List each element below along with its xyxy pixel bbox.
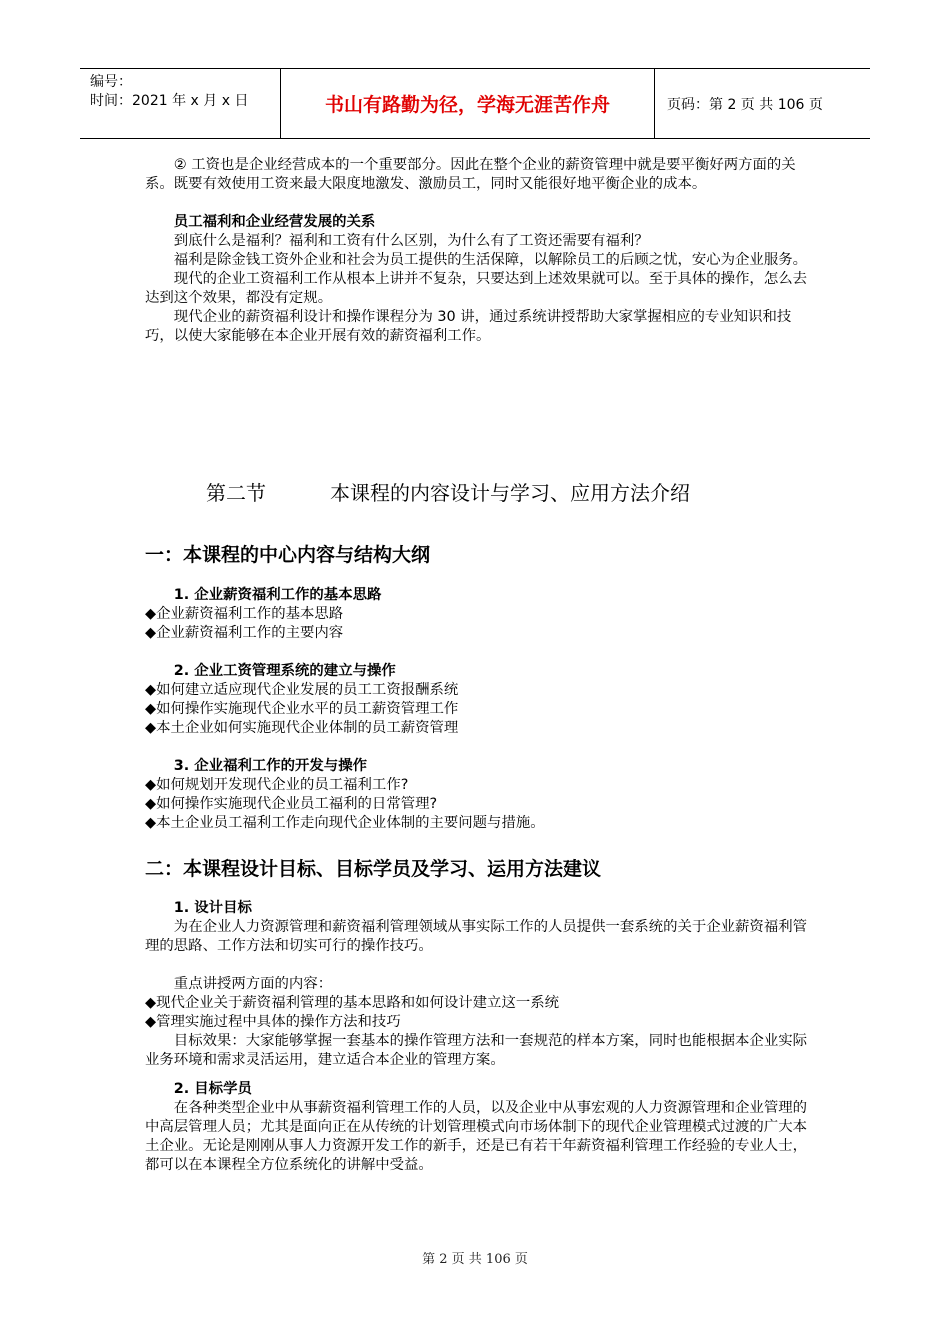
list-item: ◆现代企业关于薪资福利管理的基本思路和如何设计建立这一系统 xyxy=(145,995,560,1011)
list-item: ◆企业薪资福利工作的主要内容 xyxy=(145,625,344,641)
subheading: 2. 目标学员 xyxy=(173,1081,252,1097)
subheading: 1. 企业薪资福利工作的基本思路 xyxy=(173,587,382,603)
paragraph: ② 工资也是企业经营成本的一个重要部分。因此在整个企业的薪资管理中就是要平衡好两方面的关系。既要有效使用工资来最大限度地激发、激励员工，同时又能很好地平衡企业的成本。 xyxy=(145,157,796,192)
list-item: ◆如何操作实施现代企业水平的员工薪资管理工作 xyxy=(145,701,459,717)
header-motto: 书山有路勤为径，学海无涯苦作舟 xyxy=(281,69,655,138)
subheading: 1. 设计目标 xyxy=(173,900,252,916)
page-footer: 第 2 页 共 106 页 xyxy=(422,1252,528,1267)
paragraph: 为在企业人力资源管理和薪资福利管理领域从事实际工作的人员提供一套系统的关于企业薪资福利管理的思路、工作方法和切实可行的操作技巧。 xyxy=(145,919,807,954)
list-item: ◆如何操作实施现代企业员工福利的日常管理? xyxy=(145,796,438,812)
header-meta xyxy=(80,69,281,138)
list-item: ◆管理实施过程中具体的操作方法和技巧 xyxy=(145,1014,401,1030)
subheading: 3. 企业福利工作的开发与操作 xyxy=(173,758,367,774)
paragraph: 福利是除金钱工资外企业和社会为员工提供的生活保障，以解除员工的后顾之忧，安心为企业服务。 xyxy=(173,252,807,268)
paragraph: 现代企业的薪资福利设计和操作课程分为 30 讲，通过系统讲授帮助大家掌握相应的专业知识和技巧，以使大家能够在本企业开展有效的薪资福利工作。 xyxy=(145,309,792,344)
paragraph: 目标效果：大家能够掌握一套基本的操作管理方法和一套规范的样本方案，同时也能根据本企业实际业务环境和需求灵活运用，建立适合本企业的管理方案。 xyxy=(145,1033,807,1068)
section-title xyxy=(145,477,810,506)
list-item: ◆本土企业员工福利工作走向现代企业体制的主要问题与措施。 xyxy=(145,815,545,831)
list-item: ◆企业薪资福利工作的基本思路 xyxy=(145,606,344,622)
date-label: 时间：2021 年 x 月 x 日 xyxy=(90,93,249,109)
paragraph: 到底什么是福利？福利和工资有什么区别，为什么有了工资还需要有福利？ xyxy=(173,233,649,249)
number-label: 编号： xyxy=(90,74,132,90)
part2-block xyxy=(145,860,810,1175)
paragraph: 在各种类型企业中从事薪资福利管理工作的人员，以及企业中从事宏观的人力资源管理和企业管理的中高层管理人员；尤其是面向正在从传统的计划管理模式向市场体制下的现代企业管理模式过渡的广大本土企业。无论是刚刚从事人力资源开发工作的新手，还是已有若干年薪资福利管理工作经验的专业人士，都可以在本课程全方位系统化的讲解中受益。 xyxy=(145,1100,807,1173)
section-title-text: 本课程的内容设计与学习、应用方法介绍 xyxy=(330,481,690,505)
section-number: 第二节 xyxy=(206,481,266,505)
part1-block xyxy=(145,546,810,833)
list-item: ◆本土企业如何实施现代企业体制的员工薪资管理 xyxy=(145,720,459,736)
page-header xyxy=(80,68,870,139)
header-page-info: 页码：第 2 页 共 106 页 xyxy=(667,96,823,113)
subheading: 2. 企业工资管理系统的建立与操作 xyxy=(173,663,396,679)
list-item: ◆如何建立适应现代企业发展的员工工资报酬系统 xyxy=(145,682,459,698)
part2-heading: 二：本课程设计目标、目标学员及学习、运用方法建议 xyxy=(145,858,602,880)
part1-heading: 一：本课程的中心内容与结构大纲 xyxy=(145,544,431,566)
subheading: 员工福利和企业经营发展的关系 xyxy=(173,214,376,230)
list-item: ◆如何规划开发现代企业的员工福利工作? xyxy=(145,777,409,793)
paragraph: 重点讲授两方面的内容： xyxy=(173,976,333,992)
intro-block xyxy=(145,156,810,346)
paragraph: 现代的企业工资福利工作从根本上讲并不复杂，只要达到上述效果就可以。至于具体的操作，怎么去达到这个效果，都没有定规。 xyxy=(145,271,807,306)
